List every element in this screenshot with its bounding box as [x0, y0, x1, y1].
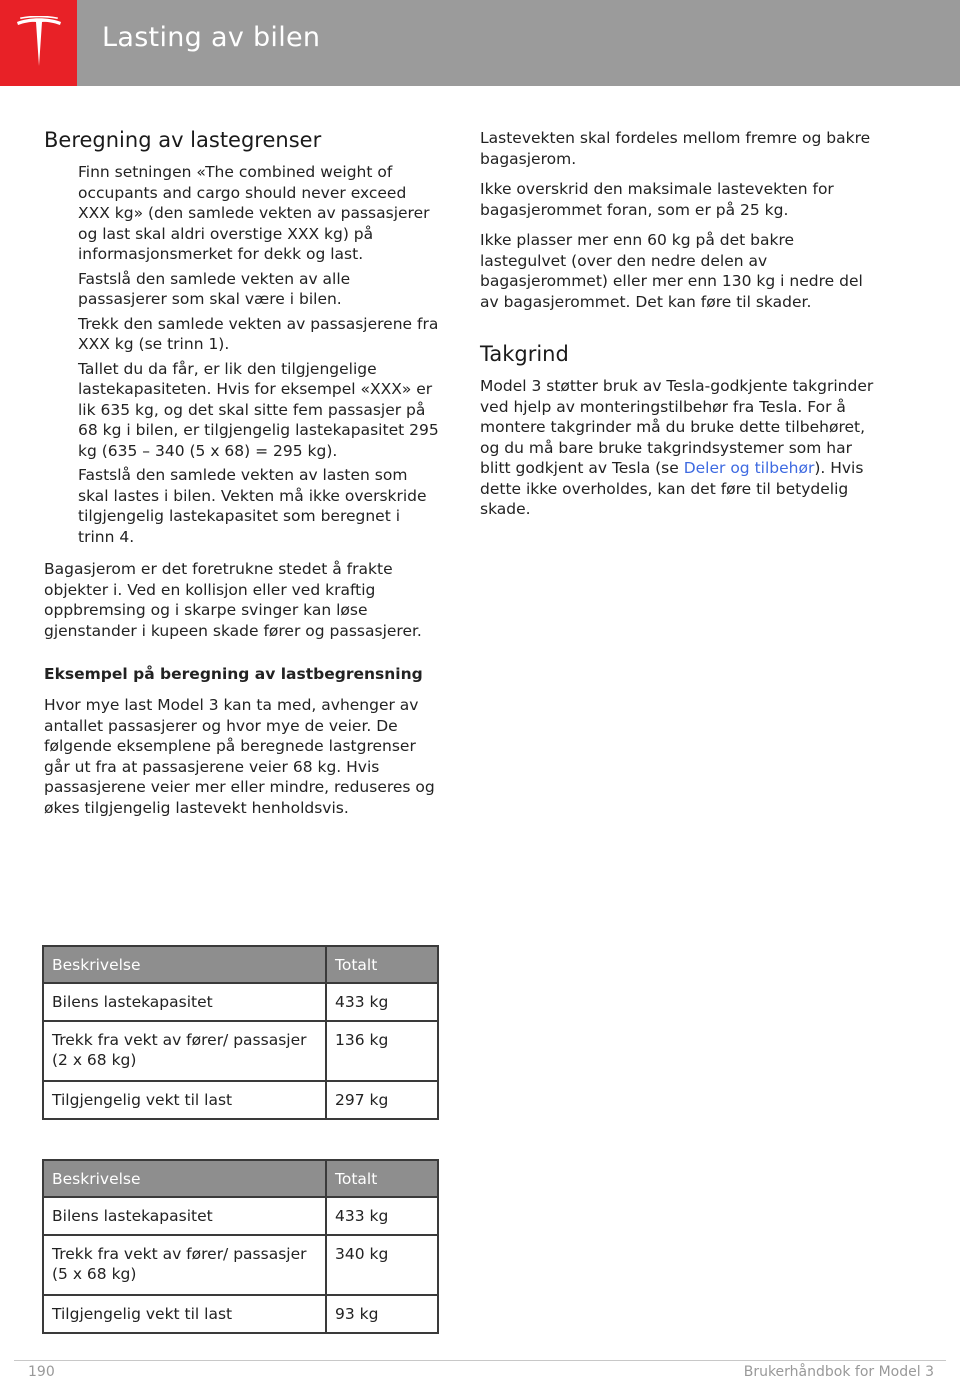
table-header-cell: Totalt [326, 1160, 438, 1197]
table-header-cell: Totalt [326, 946, 438, 983]
table-header-row [43, 1160, 438, 1197]
section-heading-load-limits: Beregning av lastegrenser [44, 128, 322, 152]
table-cell: Tilgjengelig vekt til last [43, 1081, 326, 1119]
table-cell: Bilens lastekapasitet [43, 1197, 326, 1235]
table-row [43, 1235, 438, 1295]
table-row [43, 983, 438, 1021]
header-title: Lasting av bilen [102, 22, 321, 53]
load-distribution-paragraph: Lastevekten skal fordeles mellom fremre og bakre bagasjerom. [480, 129, 871, 168]
load-table-5-passengers [42, 1159, 439, 1334]
step-1: Finn setningen «The combined weight of occupants and cargo should never exceed XXX kg» (den samlede vekten av passasjerer og last skal aldri overstige XXX kg) på informasjonsmerket for dekk og last. [78, 163, 430, 263]
table-cell: Tilgjengelig vekt til last [43, 1295, 326, 1333]
table-cell: 93 kg [326, 1295, 438, 1333]
table-cell: Bilens lastekapasitet [43, 983, 326, 1021]
load-table-2-passengers [42, 945, 439, 1120]
table-cell: 136 kg [326, 1021, 438, 1081]
left-column [44, 128, 439, 818]
roof-rack-text-end: ). Hvis dette ikke overholdes, kan det føre til betydelig skade. [480, 459, 864, 518]
step-4: Tallet du da får, er lik den tilgjengelige lastekapasiteten. Hvis for eksempel «XXX» er lik 635 kg, og det skal sitte fem passasjer på 68 kg i bilen, er tilgjengelig lastekapasitet 295 kg (635 – 340 (5 x 68) = 295 kg). [78, 359, 439, 460]
step-3: Trekk den samlede vekten av passasjerene fra XXX kg (se trinn 1). [78, 314, 439, 353]
table-cell: 433 kg [326, 983, 438, 1021]
roof-rack-paragraph [480, 376, 880, 520]
step-5: Fastslå den samlede vekten av lasten som skal lastes i bilen. Vekten må ikke overskride tilgjengelig lastekapasitet som beregnet i trinn 4. [78, 466, 427, 546]
table-row [43, 1081, 438, 1119]
table-row [43, 1295, 438, 1333]
footer-title: Brukerhåndbok for Model 3 [743, 1364, 934, 1380]
trunk-paragraph: Bagasjerom er det foretrukne stedet å frakte objekter i. Ved en kollisjon eller ved kraftig oppbremsing og i skarpe svinger kan løse gjenstander i kupeen skade fører og passasjerer. [44, 560, 422, 640]
step-2: Fastslå den samlede vekten av alle passasjerer som skal være i bilen. [78, 269, 351, 308]
table-cell: Trekk fra vekt av fører/ passasjer (5 x 68 kg) [43, 1235, 326, 1295]
table-cell: 297 kg [326, 1081, 438, 1119]
footer-divider [14, 1360, 946, 1361]
table-row [43, 1021, 438, 1081]
page-number: 190 [28, 1364, 55, 1380]
tesla-t-logo-icon [14, 16, 64, 70]
table-cell: 340 kg [326, 1235, 438, 1295]
roof-rack-text: Model 3 støtter bruk av Tesla-godkjente takgrinder ved hjelp av monteringstilbehør fra Tesla. For å montere takgrinder må du bruke dette tilbehøret, og du må bare bruke takgrindsystemer som har blitt godkjent av Tesla (se [480, 377, 874, 477]
table-header-cell: Beskrivelse [43, 946, 326, 983]
example-paragraph: Hvor mye last Model 3 kan ta med, avhenger av antallet passasjerer og hvor mye de veier. De følgende eksemplene på beregnede lastgrenser går ut fra at passasjerene veier 68 kg. Hvis passasjerene veier mer eller mindre, reduseres og økes tilgjengelig lastevekt henholdsvis. [44, 696, 435, 817]
table-cell: 433 kg [326, 1197, 438, 1235]
table-row [43, 1197, 438, 1235]
rear-trunk-paragraph: Ikke plasser mer enn 60 kg på det bakre lastegulvet (over den nedre delen av bagasjerommet) eller mer enn 130 kg i nedre del av bagasjerommet. Det kan føre til skader. [480, 231, 863, 311]
right-column [480, 128, 880, 530]
tesla-logo [0, 0, 77, 86]
page-header [0, 0, 960, 86]
front-trunk-paragraph: Ikke overskrid den maksimale lastevekten for bagasjerommet foran, som er på 25 kg. [480, 180, 834, 219]
section-heading-roof-rack: Takgrind [480, 342, 569, 366]
table-header-cell: Beskrivelse [43, 1160, 326, 1197]
table-header-row [43, 946, 438, 983]
example-subheading: Eksempel på beregning av lastbegrensning [44, 665, 423, 683]
parts-accessories-link[interactable]: Deler og tilbehør [683, 459, 815, 477]
table-cell: Trekk fra vekt av fører/ passasjer (2 x 68 kg) [43, 1021, 326, 1081]
